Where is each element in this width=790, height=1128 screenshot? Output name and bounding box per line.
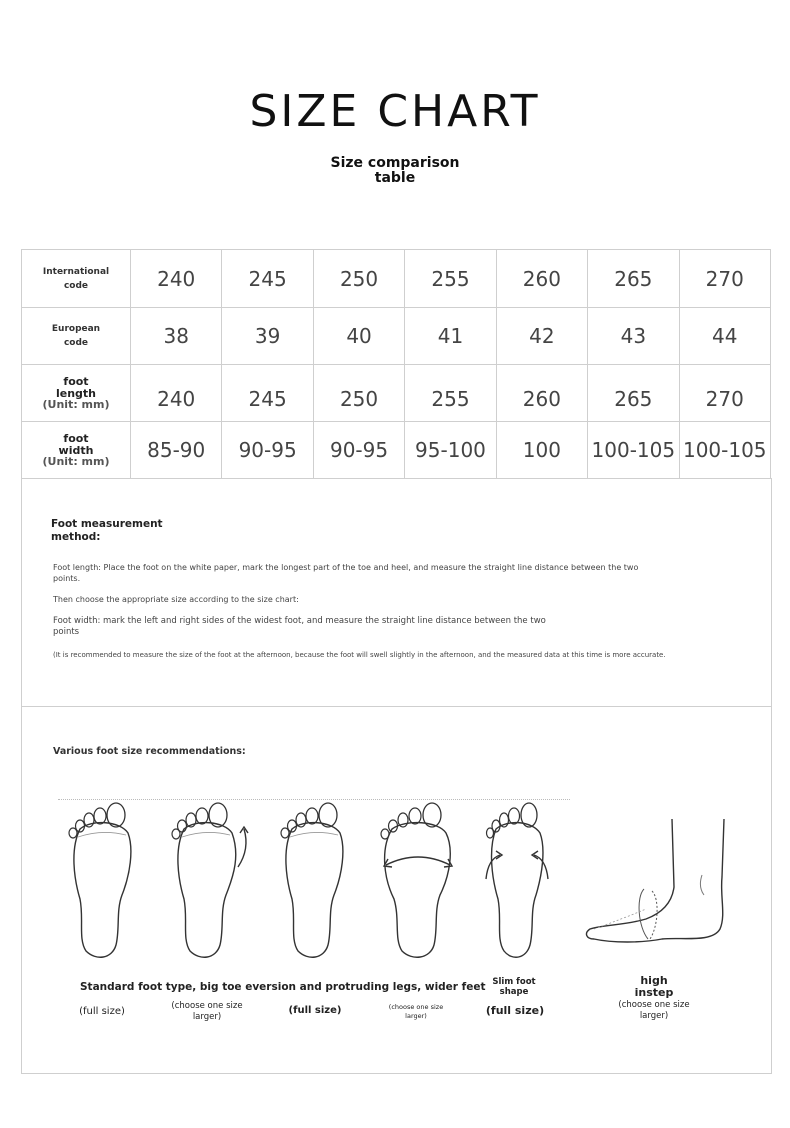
caption-slim: Slim foot shape — [492, 977, 536, 997]
table-cell: 245 — [222, 250, 313, 308]
size-full-protruding: (full size) — [288, 1005, 342, 1016]
caption-main: Standard foot type, big toe eversion and protruding legs, wider feet — [80, 981, 486, 993]
row-header: European code — [22, 308, 131, 365]
table-cell: 42 — [496, 308, 587, 365]
table-cell: 255 — [405, 250, 496, 308]
slim-foot-icon — [482, 799, 554, 959]
table-cell: 270 — [679, 365, 770, 422]
table-cell: 100 — [496, 422, 587, 479]
caption-high-instep: high instep — [634, 974, 674, 999]
table-cell: 100-105 — [679, 422, 770, 479]
wide-foot-icon — [378, 799, 458, 959]
row-header: foot width (Unit: mm) — [22, 422, 131, 479]
table-cell: 44 — [679, 308, 770, 365]
table-cell: 265 — [588, 365, 679, 422]
table-cell: 90-95 — [313, 422, 404, 479]
size-larger-high-instep: (choose one size larger) — [618, 1000, 690, 1021]
high-instep-foot-icon — [582, 817, 732, 947]
size-full-slim: (full size) — [485, 1004, 545, 1017]
table-row — [22, 308, 771, 365]
table-cell: 43 — [588, 308, 679, 365]
recommendations-section — [21, 706, 772, 1074]
size-larger-bunion: (choose one size larger) — [171, 1001, 243, 1022]
page-subtitle — [0, 156, 790, 186]
table-cell: 250 — [313, 365, 404, 422]
table-row — [22, 250, 771, 308]
page-title: SIZE CHART — [249, 86, 541, 137]
measurement-section — [21, 478, 772, 707]
protruding-foot-icon — [278, 799, 350, 959]
table-cell: 240 — [131, 365, 222, 422]
table-cell: 40 — [313, 308, 404, 365]
recommendations-title: Various foot size recommendations: — [53, 746, 246, 757]
measurement-note: (It is recommended to measure the size of the foot at the afternoon, because the foot will swell slightly in the afternoon, and the measured data at this time is more accurate. — [53, 651, 666, 659]
table-cell: 100-105 — [588, 422, 679, 479]
foot-length-instruction: Foot length: Place the foot on the white paper, mark the longest part of the toe and heel, and measure the straight line distance between the two points. — [53, 563, 639, 583]
table-cell: 39 — [222, 308, 313, 365]
table-cell: 255 — [405, 365, 496, 422]
table-cell: 265 — [588, 250, 679, 308]
size-full-standard: (full size) — [79, 1006, 125, 1017]
table-cell: 240 — [131, 250, 222, 308]
measurement-heading: Foot measurement method: — [51, 518, 163, 543]
table-cell: 270 — [679, 250, 770, 308]
table-cell: 95-100 — [405, 422, 496, 479]
choose-size-instruction: Then choose the appropriate size according to the size chart: — [53, 595, 299, 604]
table-cell: 85-90 — [131, 422, 222, 479]
table-cell: 38 — [131, 308, 222, 365]
table-row — [22, 422, 771, 479]
table-row — [22, 365, 771, 422]
table-cell: 90-95 — [222, 422, 313, 479]
subtitle-line-1: Size comparison — [330, 155, 460, 171]
size-table — [21, 249, 771, 479]
standard-foot-icon — [66, 799, 138, 959]
table-cell: 260 — [496, 250, 587, 308]
table-cell: 260 — [496, 365, 587, 422]
bunion-foot-icon — [170, 799, 256, 959]
row-header: International code — [22, 250, 131, 308]
row-header: foot length (Unit: mm) — [22, 365, 131, 422]
table-cell: 41 — [405, 308, 496, 365]
table-cell: 245 — [222, 365, 313, 422]
table-cell: 250 — [313, 250, 404, 308]
foot-width-instruction: Foot width: mark the left and right sides of the widest foot, and measure the straight line distance between the two points — [53, 616, 546, 637]
subtitle-line-2: table — [374, 170, 416, 186]
size-larger-wide: (choose one size larger) — [388, 1003, 444, 1020]
